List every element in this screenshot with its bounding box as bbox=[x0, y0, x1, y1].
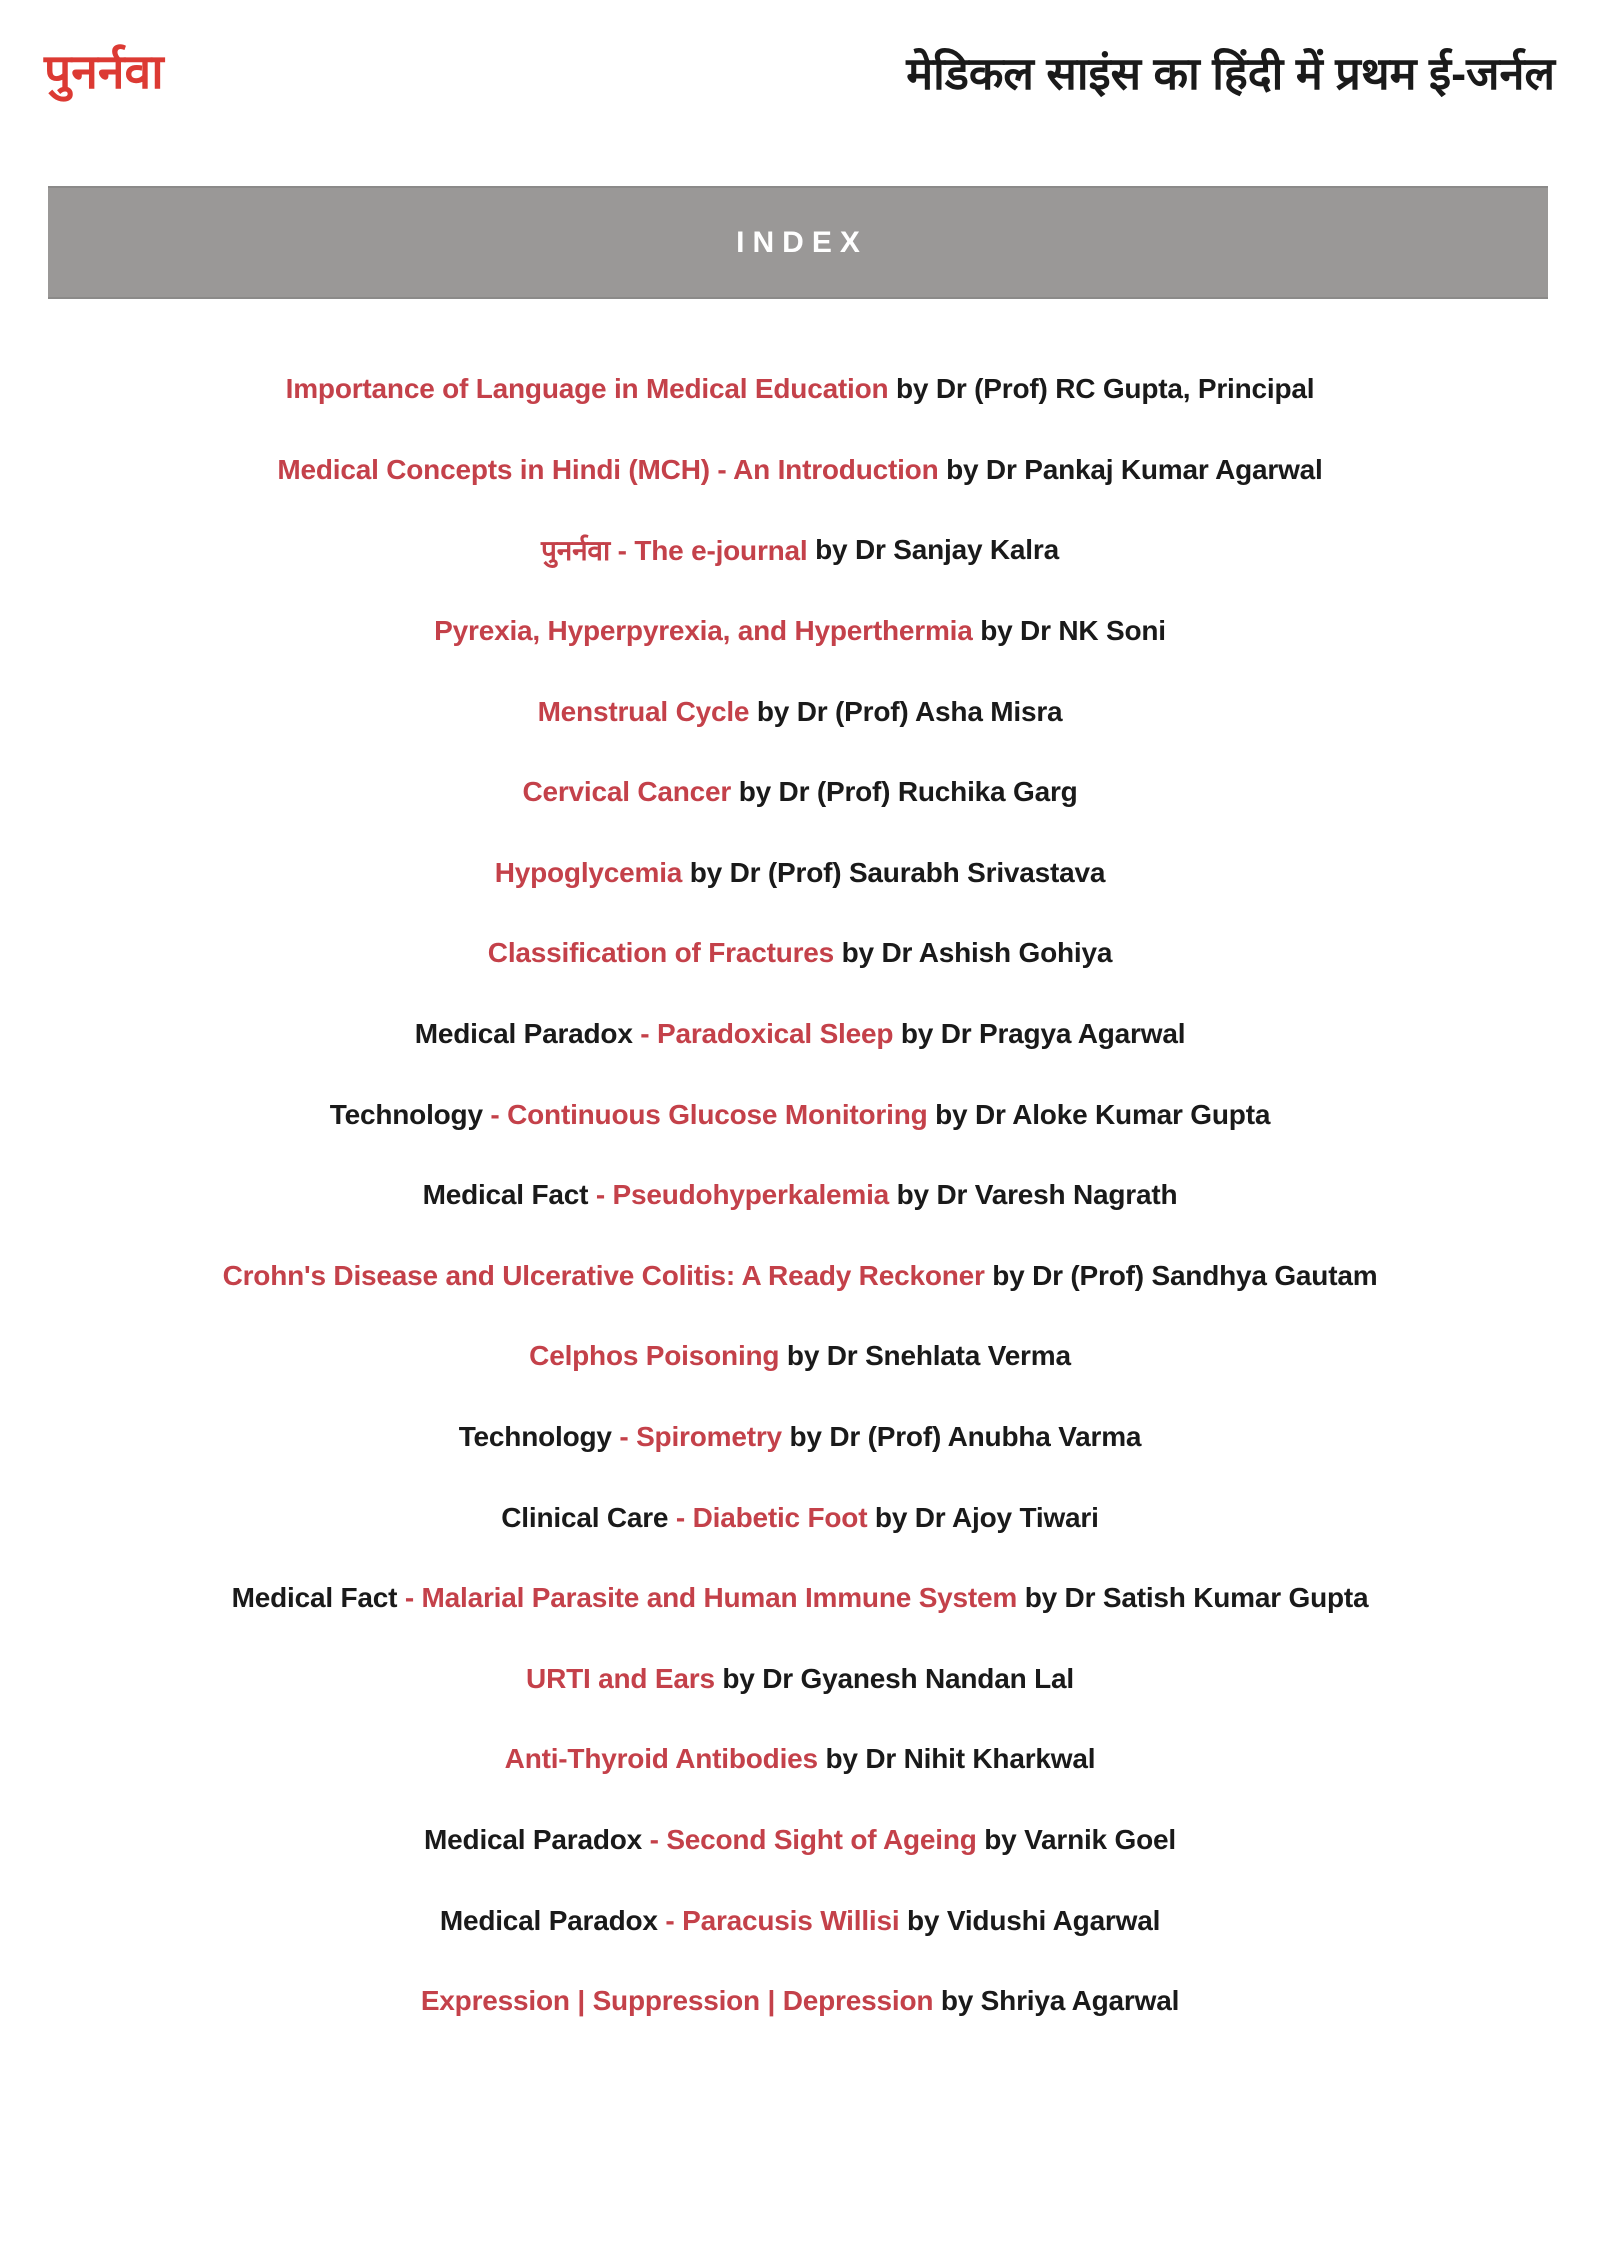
index-entry bbox=[0, 349, 1600, 430]
entry-text: Medical Paradox bbox=[439, 1904, 666, 1936]
entry-text: by Shriya Agarwal bbox=[933, 1985, 1180, 2017]
entry-title-link[interactable]: - Diabetic Foot bbox=[675, 1501, 868, 1533]
entry-text: by Dr Pragya Agarwal bbox=[893, 1018, 1186, 1050]
entry-title-link[interactable]: Medical Concepts in Hindi (MCH) - An Introduction bbox=[277, 453, 939, 485]
entry-text: by Dr Ashish Gohiya bbox=[834, 937, 1113, 969]
journal-tagline: मेडिकल साइंस का हिंदी में प्रथम ई-जर्नल bbox=[906, 48, 1555, 99]
index-entry bbox=[0, 1558, 1600, 1639]
index-entry bbox=[0, 752, 1600, 833]
entry-title-link[interactable]: URTI and Ears bbox=[526, 1662, 715, 1694]
index-entry bbox=[0, 1961, 1600, 2042]
entry-text: by Dr Nihit Kharkwal bbox=[817, 1743, 1096, 1775]
entry-text: by Dr (Prof) Ruchika Garg bbox=[731, 776, 1078, 808]
index-entry bbox=[0, 510, 1600, 591]
entry-text: Clinical Care bbox=[501, 1501, 676, 1533]
entry-text: by Dr Aloke Kumar Gupta bbox=[927, 1098, 1271, 1130]
index-entry bbox=[0, 1397, 1600, 1478]
index-banner-title: INDEX bbox=[736, 225, 868, 259]
index-entry bbox=[0, 671, 1600, 752]
entry-text: Medical Paradox bbox=[424, 1823, 650, 1855]
entry-text: Technology bbox=[329, 1098, 491, 1130]
entry-title-link[interactable]: - Second Sight of Ageing bbox=[649, 1823, 977, 1855]
entry-title-link[interactable]: - Spirometry bbox=[619, 1421, 782, 1453]
entry-title-link[interactable]: Anti-Thyroid Antibodies bbox=[504, 1743, 818, 1775]
index-entry bbox=[0, 1074, 1600, 1155]
entry-title-link[interactable]: Expression | Suppression | Depression bbox=[420, 1985, 934, 2017]
entry-text: by Dr Snehlata Verma bbox=[779, 1340, 1071, 1372]
index-entry bbox=[0, 913, 1600, 994]
entry-title-link[interactable]: - Paracusis Willisi bbox=[665, 1904, 900, 1936]
entry-text: by Dr Sanjay Kalra bbox=[807, 534, 1059, 566]
index-entry bbox=[0, 591, 1600, 672]
entry-title-link[interactable]: - Continuous Glucose Monitoring bbox=[490, 1098, 928, 1130]
entry-text: by Varnik Goel bbox=[976, 1823, 1176, 1855]
entry-title-link[interactable]: Hypoglycemia bbox=[494, 856, 683, 888]
entry-text: by Dr Gyanesh Nandan Lal bbox=[714, 1662, 1074, 1694]
index-entry bbox=[0, 1316, 1600, 1397]
entry-text: Medical Fact bbox=[231, 1582, 405, 1614]
index-banner bbox=[48, 186, 1548, 299]
index-entry bbox=[0, 1880, 1600, 1961]
entry-text: by Dr NK Soni bbox=[972, 615, 1166, 647]
entry-title-link[interactable]: Menstrual Cycle bbox=[537, 695, 750, 727]
index-entry bbox=[0, 1236, 1600, 1317]
index-entry bbox=[0, 1800, 1600, 1881]
entry-text: by Dr Pankaj Kumar Agarwal bbox=[938, 453, 1323, 485]
index-entry-list bbox=[0, 349, 1600, 2041]
entry-text: Medical Paradox bbox=[414, 1018, 641, 1050]
entry-title-link[interactable]: Importance of Language in Medical Education bbox=[285, 373, 889, 405]
entry-title-link[interactable]: पुनर्नवा - The e-journal bbox=[541, 535, 808, 567]
entry-text: by Dr Varesh Nagrath bbox=[889, 1179, 1178, 1211]
entry-text: Technology bbox=[458, 1421, 620, 1453]
entry-title-link[interactable]: Pyrexia, Hyperpyrexia, and Hyperthermia bbox=[434, 615, 973, 647]
entry-title-link[interactable]: Cervical Cancer bbox=[522, 776, 732, 808]
entry-title-link[interactable]: Crohn's Disease and Ulcerative Colitis: A Ready Reckoner bbox=[222, 1259, 985, 1291]
entry-text: by Dr (Prof) Anubha Varma bbox=[781, 1421, 1142, 1453]
entry-title-link[interactable]: - Malarial Parasite and Human Immune System bbox=[404, 1582, 1018, 1614]
entry-text: by Dr (Prof) Asha Misra bbox=[749, 695, 1063, 727]
entry-title-link[interactable]: Classification of Fractures bbox=[487, 937, 835, 969]
journal-logo: पुनर्नवा bbox=[44, 46, 164, 99]
index-entry bbox=[0, 1719, 1600, 1800]
entry-title-link[interactable]: Celphos Poisoning bbox=[529, 1340, 780, 1372]
entry-text: by Dr (Prof) Saurabh Srivastava bbox=[682, 856, 1106, 888]
index-entry bbox=[0, 1639, 1600, 1720]
entry-text: Medical Fact bbox=[422, 1179, 596, 1211]
index-entry bbox=[0, 1477, 1600, 1558]
entry-title-link[interactable]: - Pseudohyperkalemia bbox=[595, 1179, 890, 1211]
entry-text: by Dr (Prof) Sandhya Gautam bbox=[984, 1259, 1378, 1291]
index-entry bbox=[0, 430, 1600, 511]
entry-text: by Vidushi Agarwal bbox=[899, 1904, 1161, 1936]
entry-text: by Dr Ajoy Tiwari bbox=[867, 1501, 1099, 1533]
entry-text: by Dr (Prof) RC Gupta, Principal bbox=[888, 373, 1315, 405]
index-entry bbox=[0, 833, 1600, 914]
entry-title-link[interactable]: - Paradoxical Sleep bbox=[640, 1018, 894, 1050]
index-entry bbox=[0, 1155, 1600, 1236]
entry-text: by Dr Satish Kumar Gupta bbox=[1017, 1582, 1369, 1614]
index-entry bbox=[0, 994, 1600, 1075]
